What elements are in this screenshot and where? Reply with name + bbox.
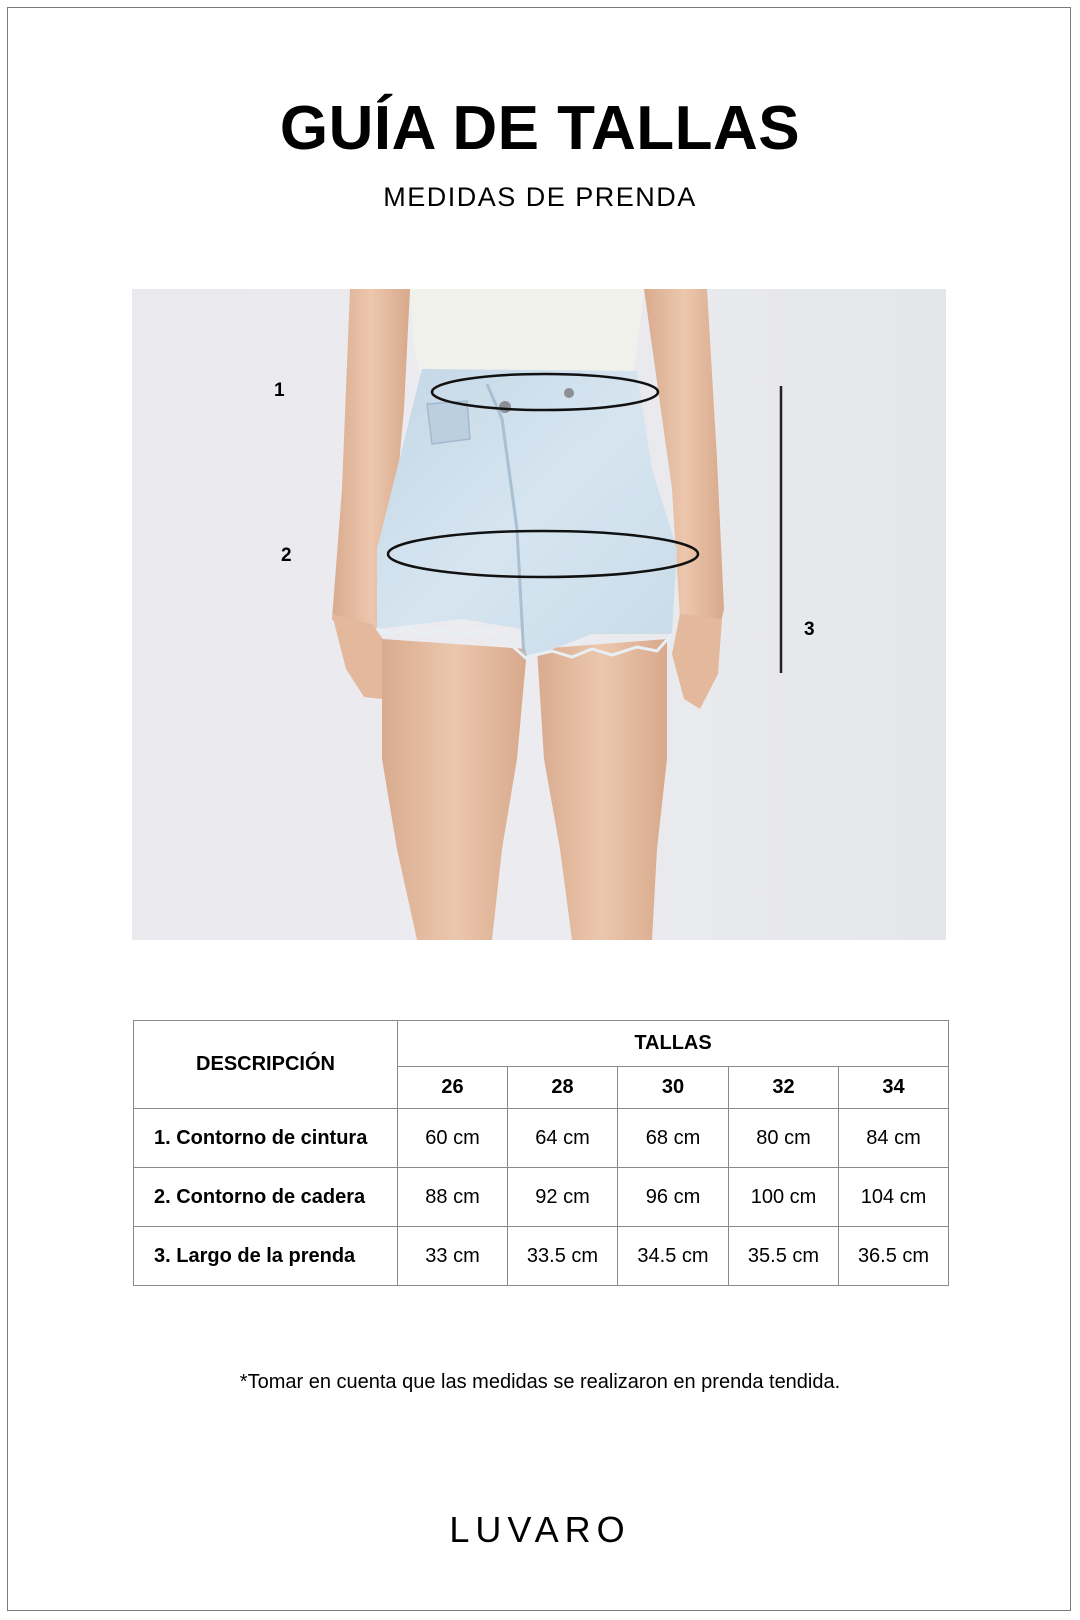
- measurement-photo: [132, 289, 946, 940]
- description-header: DESCRIPCIÓN: [134, 1021, 398, 1109]
- measurement-note: *Tomar en cuenta que las medidas se realizaron en prenda tendida.: [239, 1371, 841, 1393]
- brand-logo: LUVARO: [449, 1509, 631, 1550]
- row-label: 2. Contorno de cadera: [134, 1168, 398, 1227]
- page-subtitle: MEDIDAS DE PRENDA: [383, 182, 697, 212]
- size-header: 34: [839, 1067, 949, 1109]
- cell-value: 64 cm: [508, 1109, 618, 1168]
- row-label: 1. Contorno de cintura: [134, 1109, 398, 1168]
- cell-value: 100 cm: [729, 1168, 839, 1227]
- size-table: [133, 1020, 949, 1286]
- cell-value: 33 cm: [398, 1227, 508, 1286]
- page-title: GUÍA DE TALLAS: [279, 94, 801, 163]
- cell-value: 88 cm: [398, 1168, 508, 1227]
- marker-label-3: 3: [804, 619, 815, 640]
- cell-value: 104 cm: [839, 1168, 949, 1227]
- cell-value: 96 cm: [618, 1168, 729, 1227]
- cell-value: 34.5 cm: [618, 1227, 729, 1286]
- table-row-hip: [134, 1168, 949, 1227]
- cell-value: 33.5 cm: [508, 1227, 618, 1286]
- table-row-length: [134, 1227, 949, 1286]
- size-header: 26: [398, 1067, 508, 1109]
- model-illustration: [132, 289, 946, 940]
- cell-value: 92 cm: [508, 1168, 618, 1227]
- row-label: 3. Largo de la prenda: [134, 1227, 398, 1286]
- cell-value: 84 cm: [839, 1109, 949, 1168]
- cell-value: 36.5 cm: [839, 1227, 949, 1286]
- cell-value: 80 cm: [729, 1109, 839, 1168]
- size-header: 30: [618, 1067, 729, 1109]
- sizes-header: TALLAS: [398, 1021, 949, 1067]
- cell-value: 68 cm: [618, 1109, 729, 1168]
- table-row-waist: [134, 1109, 949, 1168]
- size-header: 28: [508, 1067, 618, 1109]
- marker-label-2: 2: [281, 545, 292, 566]
- cell-value: 35.5 cm: [729, 1227, 839, 1286]
- marker-label-1: 1: [274, 380, 285, 401]
- cell-value: 60 cm: [398, 1109, 508, 1168]
- size-header: 32: [729, 1067, 839, 1109]
